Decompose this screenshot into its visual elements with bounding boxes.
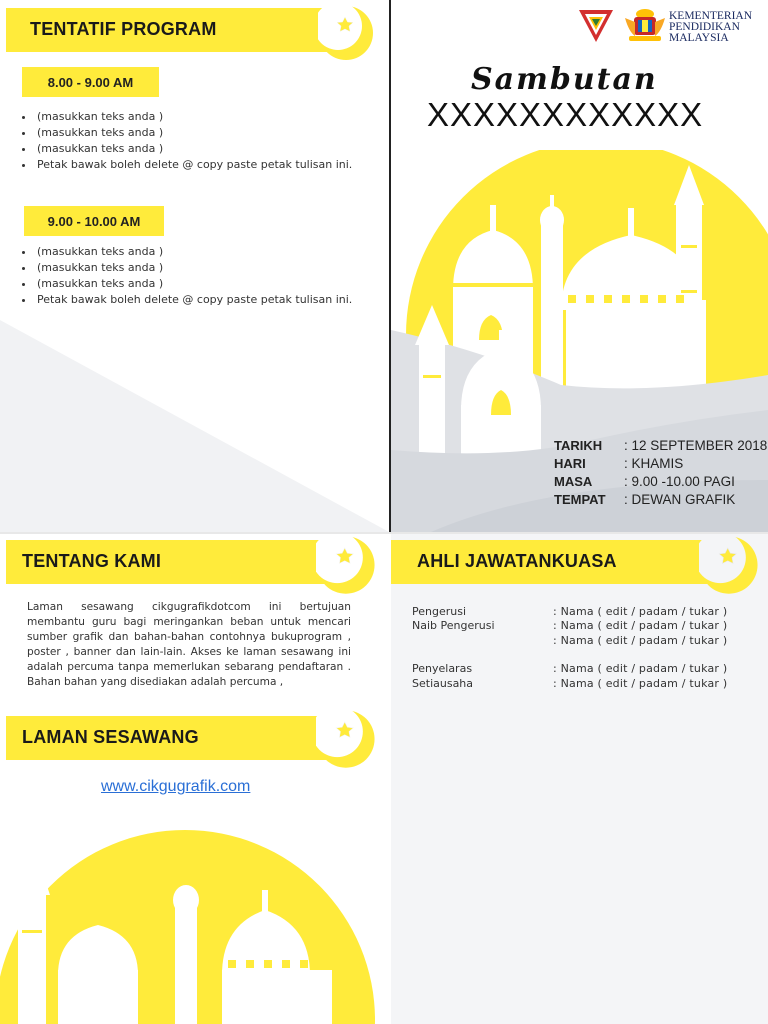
fold-divider	[389, 0, 391, 532]
committee-role: Penyelaras	[412, 662, 473, 676]
list-item: • (masukkan teks anda )	[35, 125, 370, 141]
committee-row	[412, 676, 727, 691]
crescent-moon-star-icon	[316, 706, 382, 772]
detail-label: TARIKH	[554, 437, 603, 453]
committee-name: : Nama ( edit / padam / tukar )	[553, 676, 728, 690]
committee-row	[412, 604, 727, 619]
event-details	[554, 436, 767, 508]
committee-row	[412, 619, 727, 634]
detail-row-venue	[554, 490, 767, 508]
list-item: • (masukkan teks anda )	[35, 276, 370, 292]
session-time-2: 9.00 - 10.00 AM	[24, 206, 164, 236]
website-link[interactable]: www.cikgugrafik.com	[101, 778, 251, 795]
detail-row-date	[554, 436, 767, 454]
ministry-line: KEMENTERIAN	[669, 10, 753, 22]
mosque-illustration	[0, 810, 389, 1024]
committee-name: : Nama ( edit / padam / tukar )	[553, 633, 728, 647]
detail-value: : 12 SEPTEMBER 2018	[624, 437, 768, 453]
committee-row	[412, 633, 727, 648]
committee-name: : Nama ( edit / padam / tukar )	[553, 604, 728, 618]
list-item: • Petak bawak boleh delete @ copy paste petak tulisan ini.	[35, 292, 370, 308]
malaysia-crest-logo	[623, 6, 667, 44]
ministry-line: PENDIDIKAN	[669, 21, 740, 33]
committee-list	[412, 604, 727, 691]
ministry-name	[669, 11, 752, 44]
ministry-line: MALAYSIA	[669, 32, 729, 44]
session-list-1	[21, 109, 370, 173]
list-item: • Petak bawak boleh delete @ copy paste petak tulisan ini.	[35, 157, 370, 173]
crescent-moon-star-icon	[699, 534, 765, 598]
cover-panel	[391, 0, 768, 532]
website-title: LAMAN SESAWANG	[22, 727, 199, 747]
school-badge-logo	[577, 8, 615, 44]
program-title: TENTATIF PROGRAM	[30, 19, 217, 39]
committee-name: : Nama ( edit / padam / tukar )	[553, 619, 728, 633]
program-panel	[0, 0, 389, 532]
detail-label: HARI	[554, 455, 586, 471]
session-time-1: 8.00 - 9.00 AM	[22, 67, 159, 97]
detail-row-time	[554, 472, 767, 490]
list-item: • (masukkan teks anda )	[35, 260, 370, 276]
detail-row-day	[554, 454, 767, 472]
committee-role: Setiausaha	[412, 676, 474, 690]
event-script-title: Sambutan	[471, 62, 658, 97]
list-item: • (masukkan teks anda )	[35, 109, 370, 125]
about-title: TENTANG KAMI	[22, 551, 162, 571]
committee-name: : Nama ( edit / padam / tukar )	[553, 662, 728, 676]
detail-value: : KHAMIS	[624, 455, 684, 471]
list-item: • (masukkan teks anda )	[35, 244, 370, 260]
committee-role: Pengerusi	[412, 604, 467, 618]
committee-row	[412, 662, 727, 677]
detail-value: : 9.00 -10.00 PAGI	[624, 473, 735, 489]
committee-role: Naib Pengerusi	[412, 619, 495, 633]
crescent-moon-star-icon	[318, 2, 380, 64]
event-name: XXXXXXXXXXXX	[427, 96, 704, 133]
session-list-2	[21, 244, 370, 308]
detail-label: TEMPAT	[554, 491, 606, 507]
list-item: • (masukkan teks anda )	[35, 141, 370, 157]
detail-value: : DEWAN GRAFIK	[624, 491, 736, 507]
background-shade	[0, 320, 389, 532]
committee-title: AHLI JAWATANKUASA	[417, 551, 617, 571]
committee-spacer	[412, 648, 727, 662]
detail-label: MASA	[554, 473, 593, 489]
crescent-moon-star-icon	[316, 534, 382, 598]
about-description: Laman sesawang cikgugrafikdotcom ini bertujuan membantu guru bagi meringankan beban untuk mencari sumber grafik dan bahan-bahan contohnya bukuprogram , poster , banner dan lain-lain. Akses ke laman sesawang ini adalah percuma tanpa memerlukan sebarang pendaftaran . Bahan bahan yang disediakan adalah percuma ,	[27, 601, 351, 688]
